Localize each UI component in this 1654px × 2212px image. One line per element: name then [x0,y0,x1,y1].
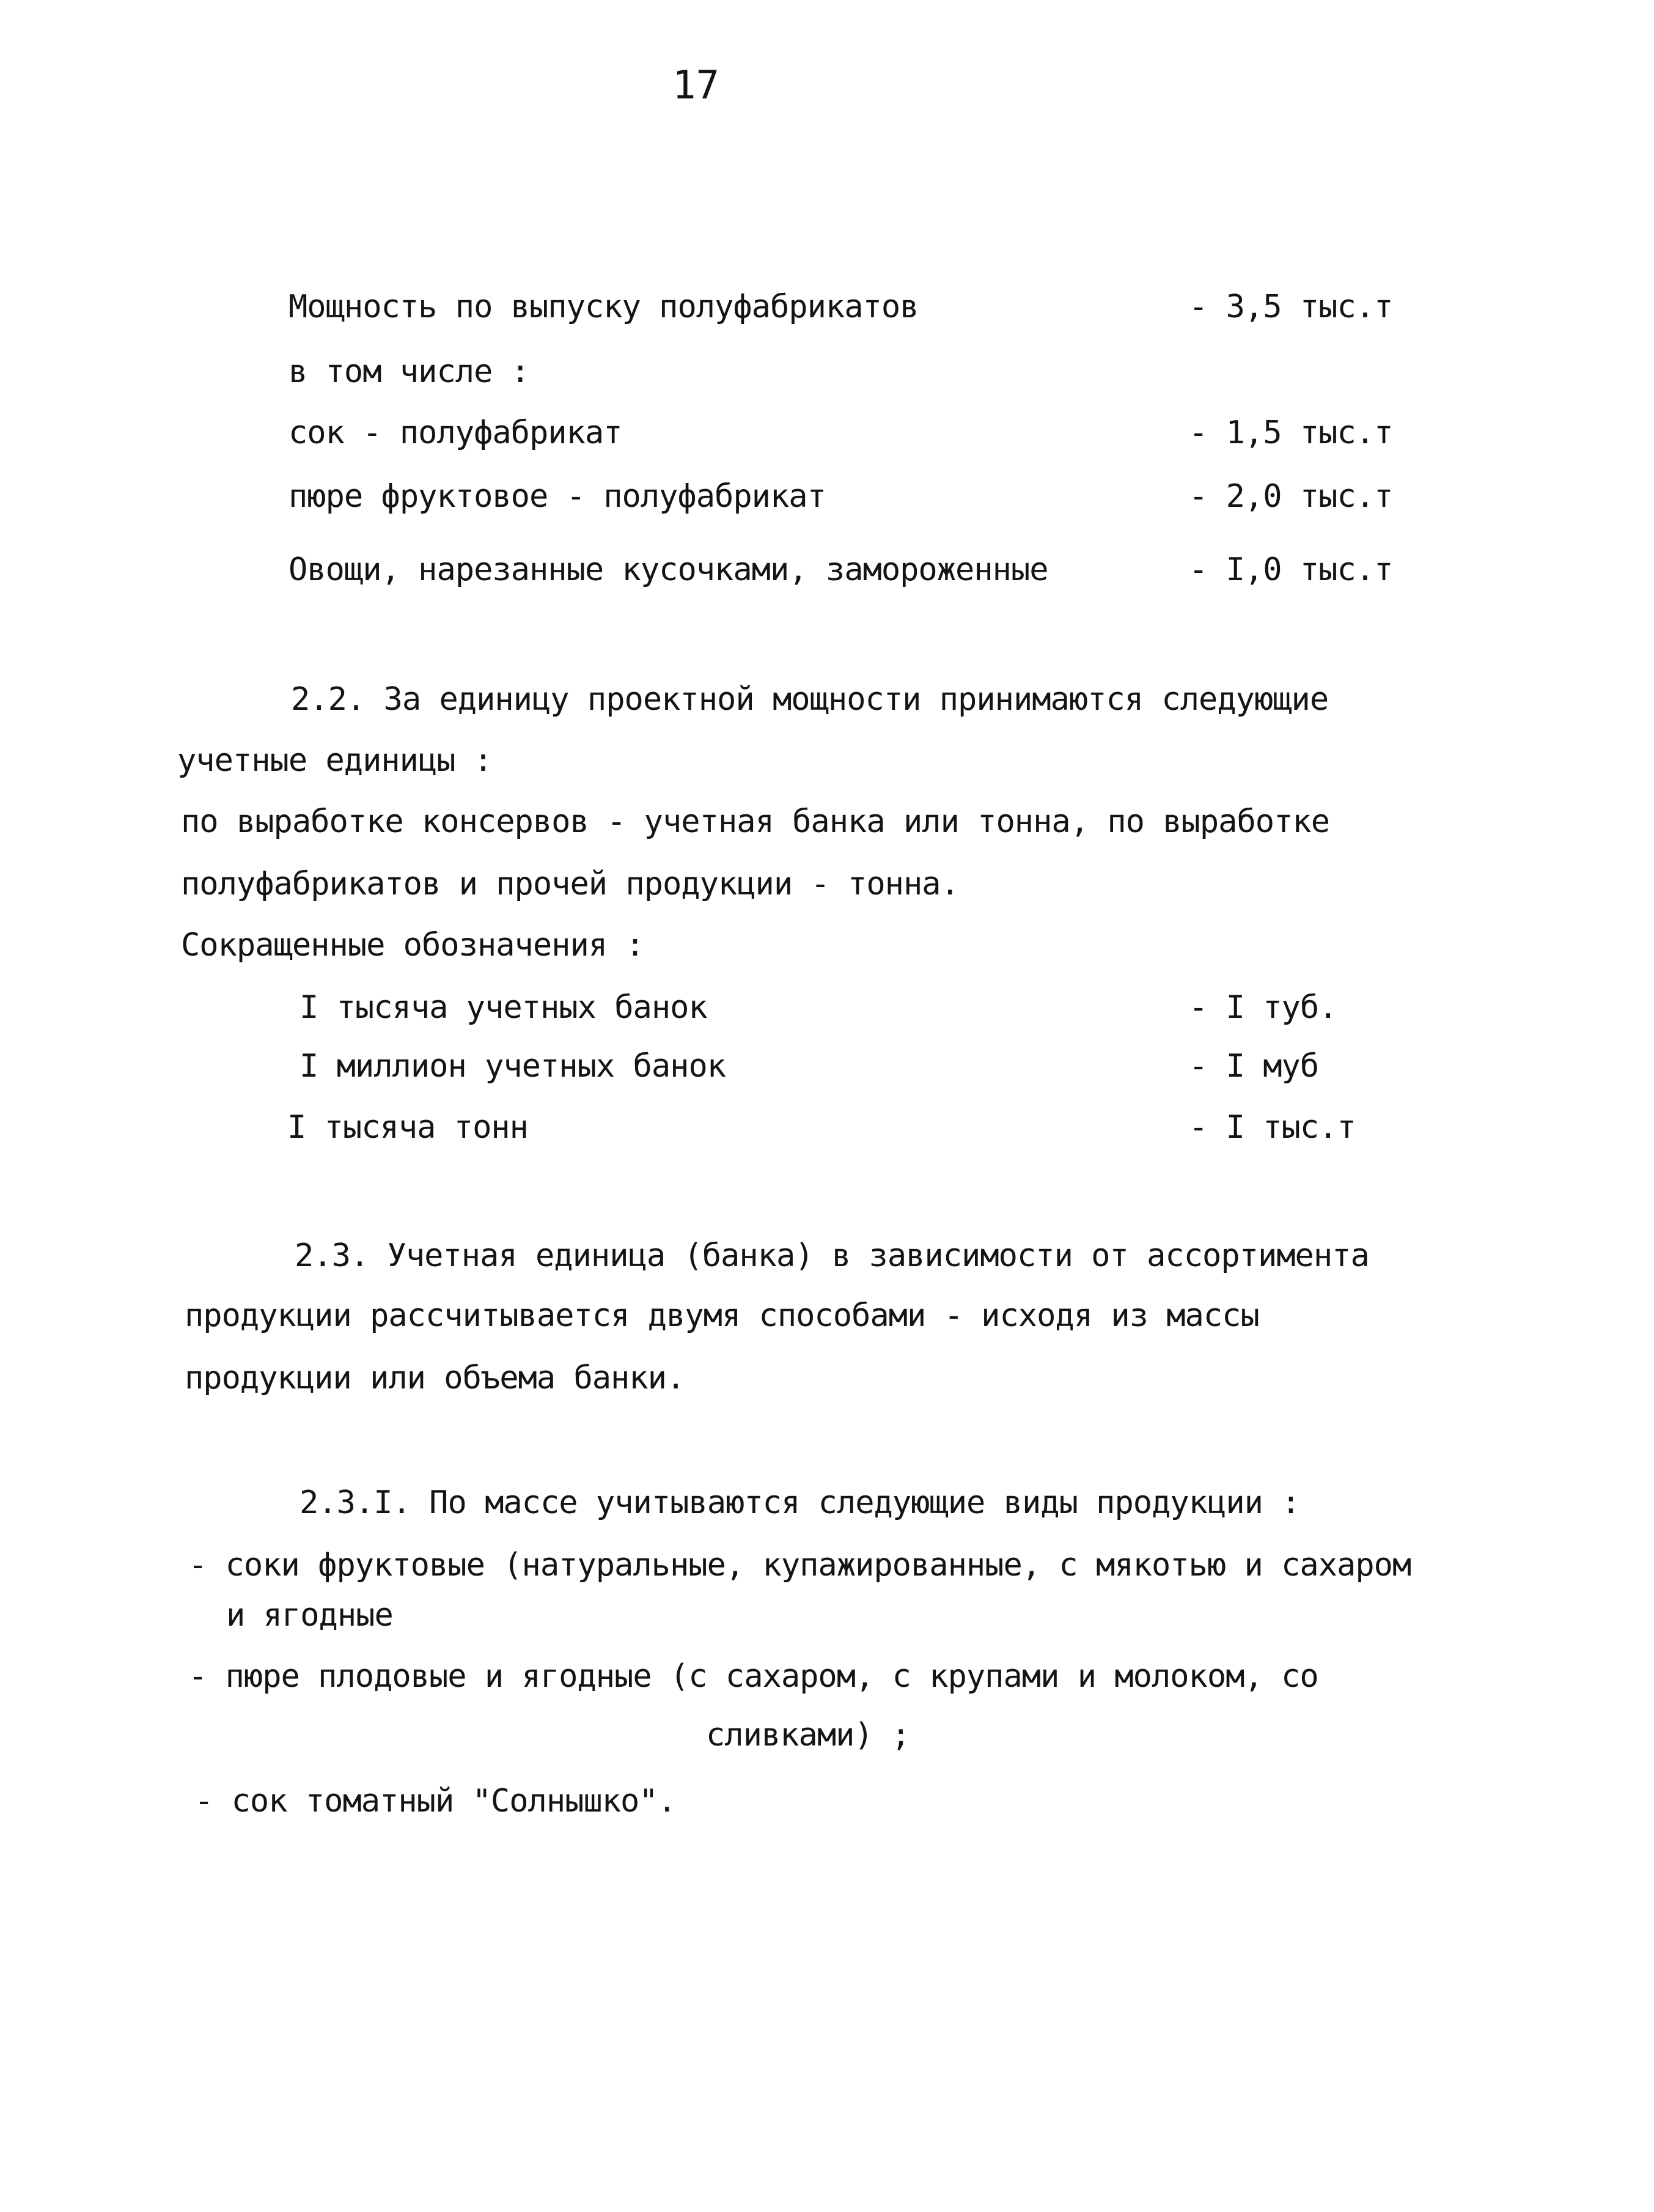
list-item-puree: - пюре плодовые и ягодные (с сахаром, с крупами и молоком, со [188,1658,1318,1695]
section-2-2-line2: учетные единицы : [177,742,493,779]
list-item-tomato: - сок томатный "Солнышко". [194,1783,676,1819]
abbrev-item-tub-value: - I туб. [1189,989,1337,1026]
section-2-2-line5: Сокращенные обозначения : [181,927,644,964]
list-item-juices: - соки фруктовые (натуральные, купажированные, с мякотью и сахаром [188,1547,1411,1583]
page-number: 17 [672,63,720,108]
section-2-2-line3: по выработке консервов - учетная банка или тонна, по выработке [181,803,1330,840]
capacity-item-vegetables: Овощи, нарезанные кусочками, замороженные [289,551,1048,588]
section-2-2-line4: полуфабрикатов и прочей продукции - тонна. [181,866,959,902]
section-2-3-1-line1: 2.3.I. По массе учитываются следующие виды продукции : [300,1484,1300,1521]
abbrev-item-tub: I тысяча учетных банок [300,989,707,1026]
abbrev-item-tyst: I тысяча тонн [287,1109,528,1146]
capacity-title-value: - 3,5 тыс.т [1189,289,1393,325]
capacity-item-vegetables-value: - I,0 тыс.т [1189,551,1393,588]
abbrev-item-mub-value: - I муб [1189,1048,1319,1085]
list-item-juices-cont: и ягодные [226,1597,393,1634]
section-2-3-line1: 2.3. Учетная единица (банка) в зависимости от ассортимента [295,1237,1369,1274]
capacity-item-juice: сок - полуфабрикат [289,415,622,451]
capacity-item-puree-value: - 2,0 тыс.т [1189,478,1393,515]
capacity-item-puree: пюре фруктовое - полуфабрикат [289,478,826,515]
capacity-title: Мощность по выпуску полуфабрикатов [289,289,919,325]
capacity-item-juice-value: - 1,5 тыс.т [1189,415,1393,451]
including-label: в том числе : [289,353,529,390]
section-2-3-line3: продукции или объема банки. [185,1360,685,1396]
list-item-puree-cont: сливками) ; [706,1717,910,1753]
section-2-2-line1: 2.2. За единицу проектной мощности принимаются следующие [291,681,1329,718]
abbrev-item-tyst-value: - I тыс.т [1189,1109,1356,1146]
section-2-3-line2: продукции рассчитывается двумя способами - исходя из массы [185,1297,1259,1334]
abbrev-item-mub: I миллион учетных банок [300,1048,726,1085]
